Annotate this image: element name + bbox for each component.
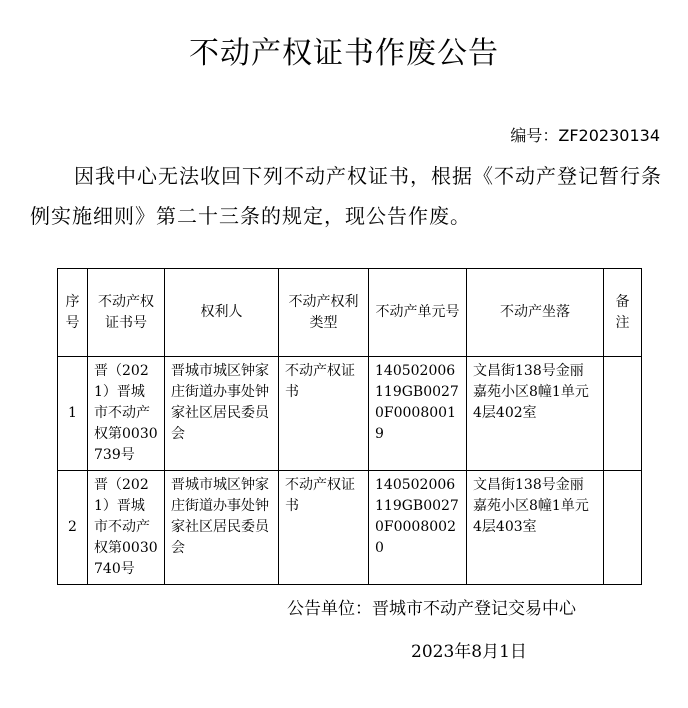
header-holder: 权利人 bbox=[165, 269, 279, 357]
page-title: 不动产权证书作废公告 bbox=[189, 36, 499, 71]
row-number: 2 bbox=[58, 471, 88, 585]
issue-date: 2023年8月1日 bbox=[411, 642, 527, 662]
right-holder: 晋城市城区钟家庄街道办事处钟家社区居民委员会 bbox=[165, 357, 279, 471]
notice-table bbox=[57, 268, 642, 585]
right-holder: 晋城市城区钟家庄街道办事处钟家社区居民委员会 bbox=[165, 471, 279, 585]
table-row bbox=[58, 471, 642, 585]
unit-number: 140502006119GB00270F00080020 bbox=[369, 471, 467, 585]
header-unit-no: 不动产单元号 bbox=[369, 269, 467, 357]
property-location: 文昌街138号金丽嘉苑小区8幢1单元4层403室 bbox=[467, 471, 604, 585]
table-row bbox=[58, 357, 642, 471]
header-cert: 不动产权证书号 bbox=[88, 269, 165, 357]
unit-number: 140502006119GB00270F00080019 bbox=[369, 357, 467, 471]
cert-number: 晋（2021）晋城市不动产权第0030739号 bbox=[88, 357, 165, 471]
right-type: 不动产权证书 bbox=[279, 471, 369, 585]
remark bbox=[604, 357, 642, 471]
remark bbox=[604, 471, 642, 585]
table-header-row bbox=[58, 269, 642, 357]
header-no: 序号 bbox=[58, 269, 88, 357]
serial-number: 编号：ZF20230134 bbox=[510, 126, 660, 145]
header-right-type: 不动产权利类型 bbox=[279, 269, 369, 357]
right-type: 不动产权证书 bbox=[279, 357, 369, 471]
issuing-unit: 公告单位：晋城市不动产登记交易中心 bbox=[287, 599, 576, 619]
cert-number: 晋（2021）晋城市不动产权第0030740号 bbox=[88, 471, 165, 585]
property-location: 文昌街138号金丽嘉苑小区8幢1单元4层402室 bbox=[467, 357, 604, 471]
header-location: 不动产坐落 bbox=[467, 269, 604, 357]
row-number: 1 bbox=[58, 357, 88, 471]
header-remark: 备注 bbox=[604, 269, 642, 357]
notice-body: 因我中心无法收回下列不动产权证书，根据《不动产登记暂行条例实施细则》第二十三条的规定，现公告作废。 bbox=[30, 164, 662, 228]
